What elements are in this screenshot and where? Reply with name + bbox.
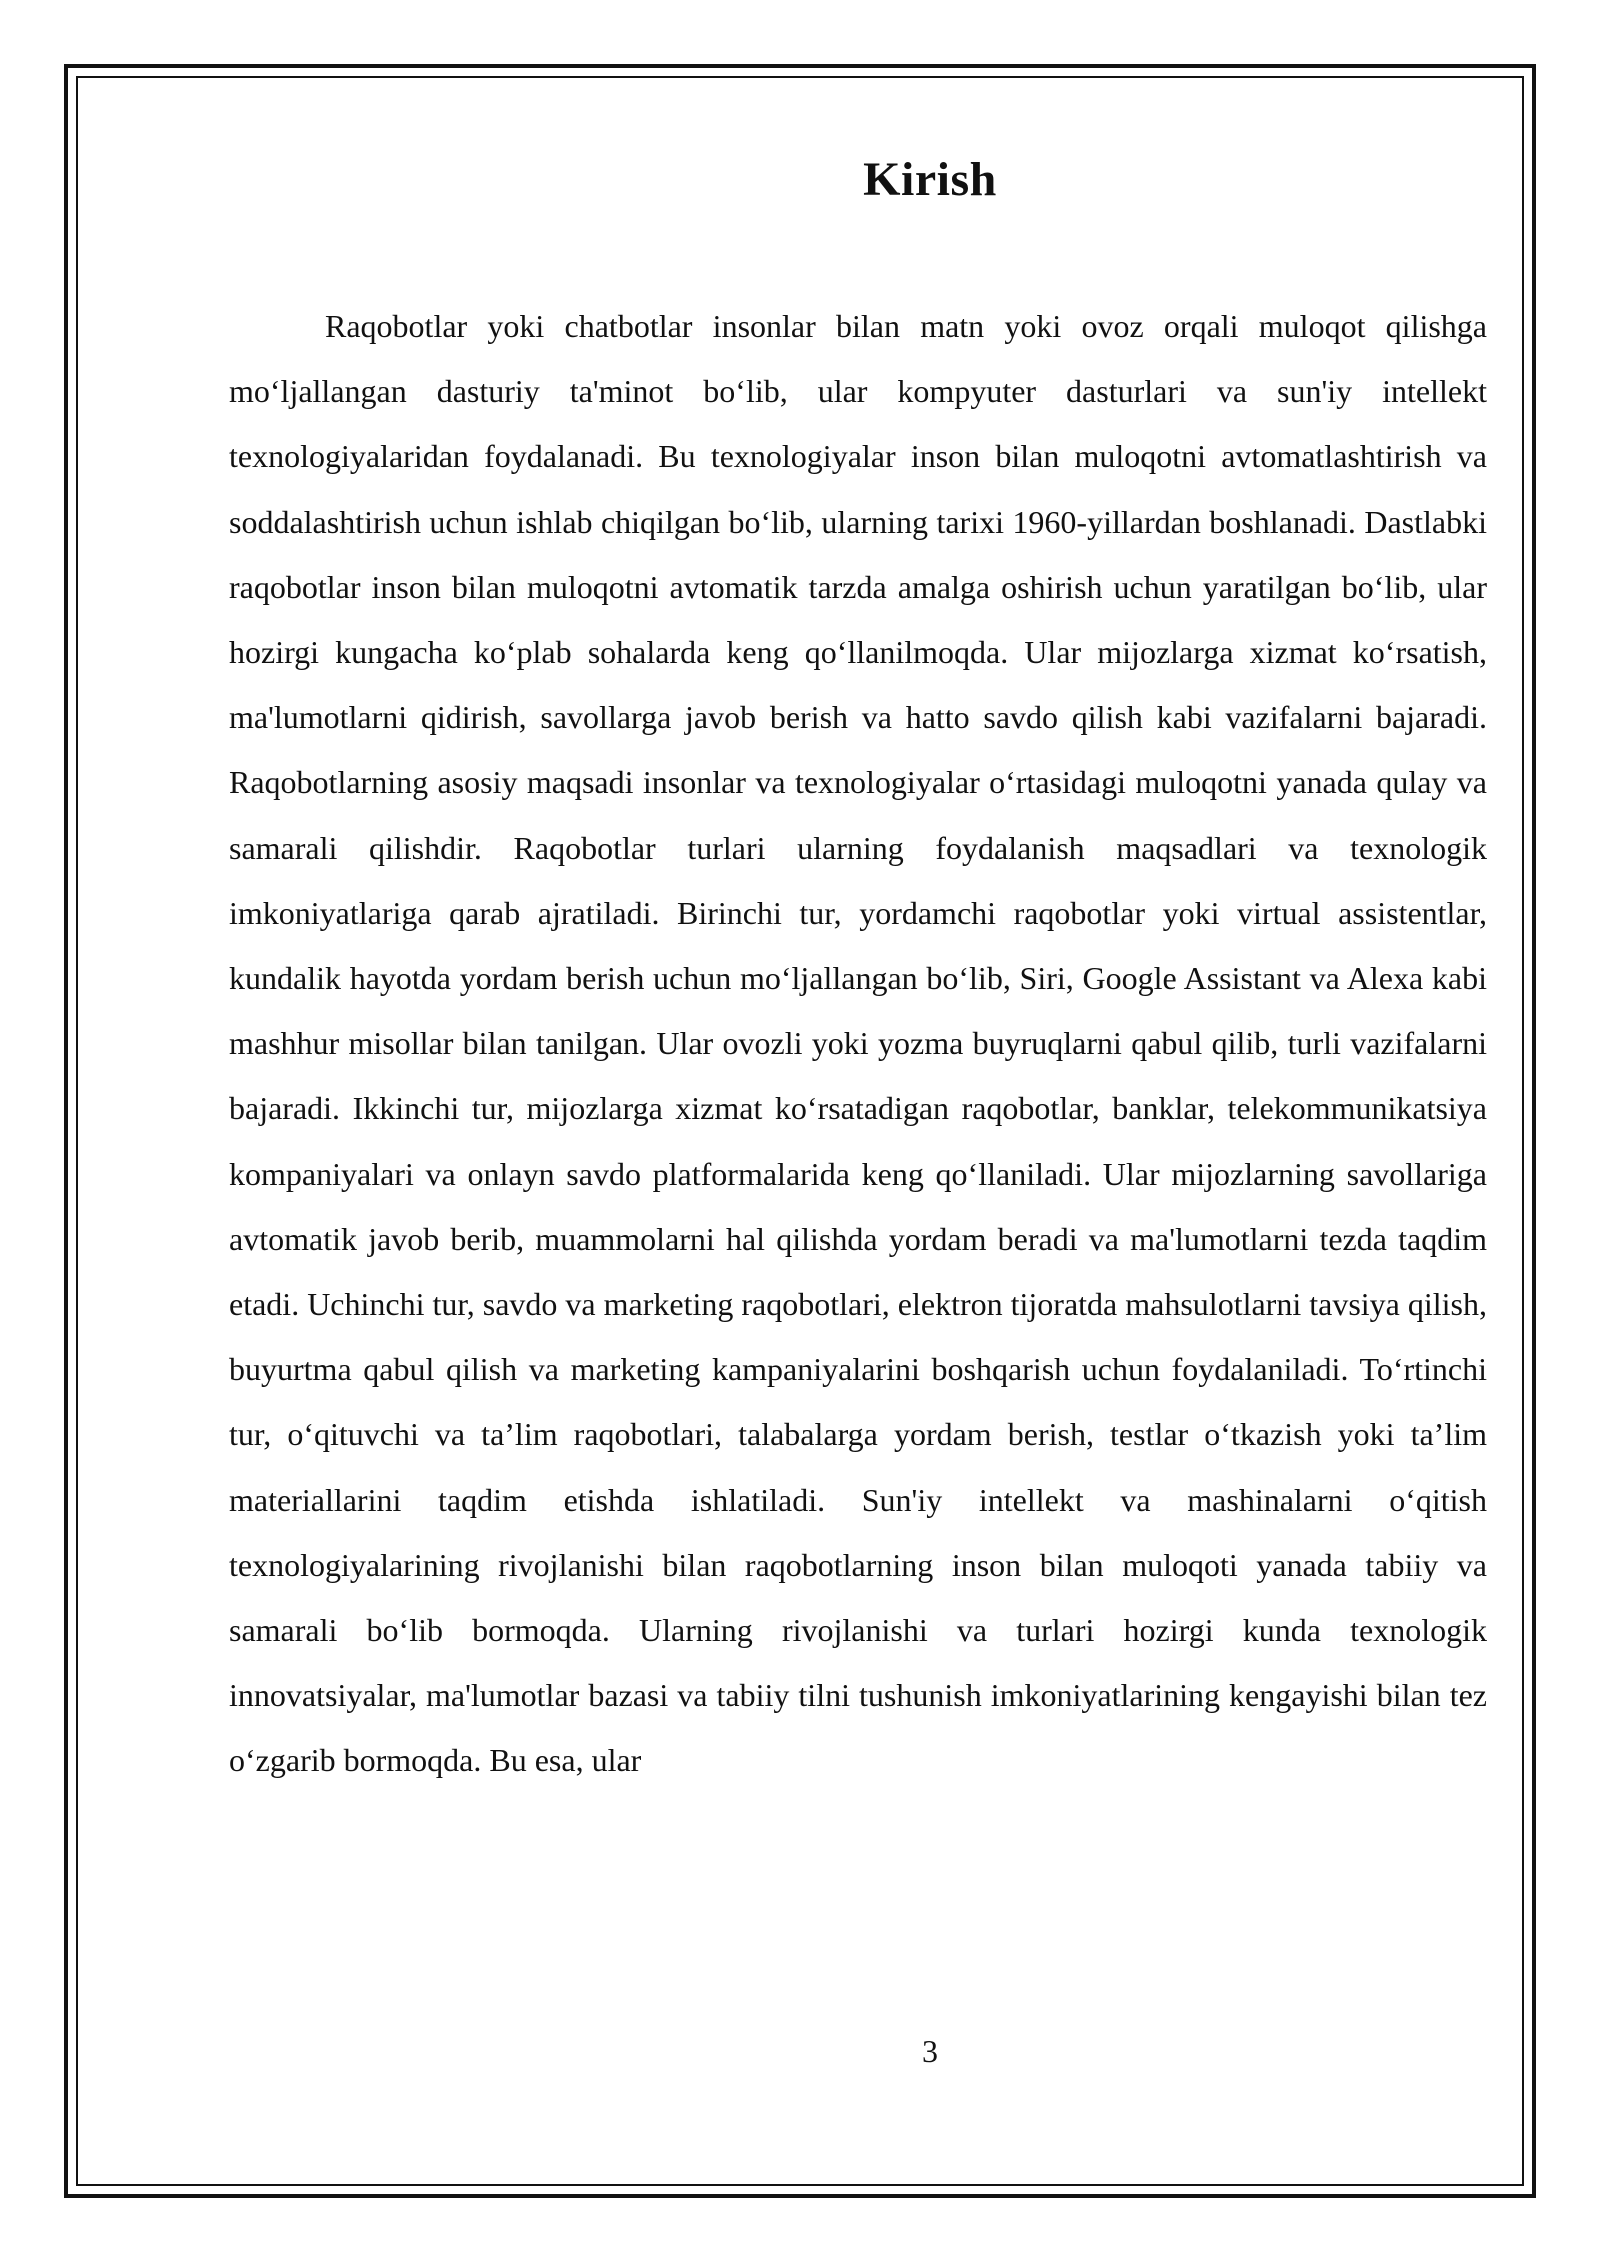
body-paragraph: Raqobotlar yoki chatbotlar insonlar bilan matn yoki ovoz orqali muloqot qilishga mo‘ljallangan dasturiy ta'minot bo‘lib, ular kompyuter dasturlari va sun'iy intellekt texnologiyalaridan foydalanadi. Bu texnologiyalar inson bilan muloqotni avtomatlashtirish va soddalashtirish uchun ishlab chiqilgan bo‘lib, ularning tarixi 1960-yillardan boshlanadi. Dastlabki raqobotlar inson bilan muloqotni avtomatik tarzda amalga oshirish uchun yaratilgan bo‘lib, ular hozirgi kungacha ko‘plab sohalarda keng qo‘llanilmoqda. Ular mijozlarga xizmat ko‘rsatish, ma'lumotlarni qidirish, savollarga javob berish va hatto savdo qilish kabi vazifalarni bajaradi. Raqobotlarning asosiy maqsadi insonlar va texnologiyalar o‘rtasidagi muloqotni yanada qulay va samarali qilishdir. Raqobotlar turlari ularning foydalanish maqsadlari va texnologik imkoniyatlariga qarab ajratiladi. Birinchi tur, yordamchi raqobotlar yoki virtual assistentlar, kundalik hayotda yordam berish uchun mo‘ljallangan bo‘lib, Siri, Google Assistant va Alexa kabi mashhur misollar bilan tanilgan. Ular ovozli yoki yozma buyruqlarni qabul qilib, turli vazifalarni bajaradi. Ikkinchi tur, mijozlarga xizmat ko‘rsatadigan raqobotlar, banklar, telekommunikatsiya kompaniyalari va onlayn savdo platformalarida keng qo‘llaniladi. Ular mijozlarning savollariga avtomatik javob berib, muammolarni hal qilishda yordam beradi va ma'lumotlarni tezda taqdim etadi. Uchinchi tur, savdo va marketing raqobotlari, elektron tijoratda mahsulotlarni tavsiya qilish, buyurtma qabul qilish va marketing kampaniyalarini boshqarish uchun foydalaniladi. To‘rtinchi tur, o‘qituvchi va ta’lim raqobotlari, talabalarga yordam berish, testlar o‘tkazish yoki ta’lim materiallarini taqdim etishda ishlatiladi. Sun'iy intellekt va mashinalarni o‘qitish texnologiyalarining rivojlanishi bilan raqobotlarning inson bilan muloqoti yanada tabiiy va samarali bo‘lib bormoqda. Ularning rivojlanishi va turlari hozirgi kunda texnologik innovatsiyalar, ma'lumotlar bazasi va tabiiy tilni tushunish imkoniyatlarining kengayishi bilan tez o‘zgarib bormoqda. Bu esa, ular	[229, 308, 1487, 1779]
page-number: 3	[922, 2033, 938, 2069]
page-title: Kirish	[863, 153, 997, 206]
